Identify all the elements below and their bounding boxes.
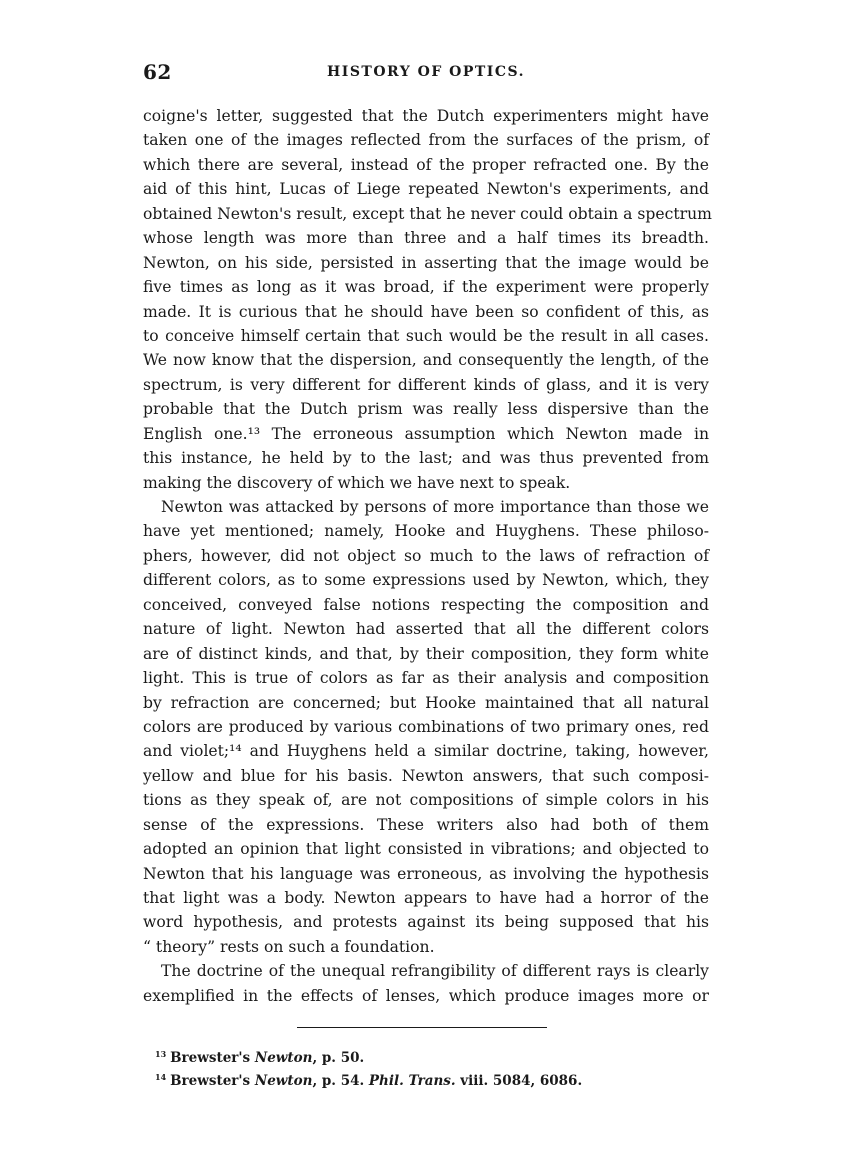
text-line: exemplified in the effects of lenses, which produce images more or — [143, 986, 709, 1005]
footnotes — [155, 1043, 715, 1089]
text-line: The doctrine of the unequal refrangibility of different rays is clearly — [161, 962, 709, 981]
text-line: word hypothesis, and protests against its being supposed that his — [143, 913, 709, 932]
text-line: Newton, on his side, persisted in asserting that the image would be — [143, 253, 709, 272]
footnote-italic: Newton — [254, 1050, 313, 1066]
text-line: colors are produced by various combinations of two primary ones, red — [143, 717, 709, 736]
running-title: HISTORY OF OPTICS. — [327, 64, 525, 80]
text-line: conceived, conveyed false notions respecting the composition and — [143, 595, 709, 614]
text-line: probable that the Dutch prism was really less dispersive than the — [143, 400, 709, 419]
text-line: made. It is curious that he should have been so confident of this, as — [143, 302, 709, 321]
footnote-italic: Phil. Trans. — [368, 1073, 456, 1089]
text-line: and violet;¹⁴ and Huyghens held a similar doctrine, taking, however, — [143, 742, 709, 761]
footnote-text: Brewster's — [170, 1050, 255, 1066]
text-line: obtained Newton's result, except that he never could obtain a spectrum — [143, 204, 712, 223]
text-line: tions as they speak of, are not compositions of simple colors in his — [143, 791, 709, 810]
text-line: have yet mentioned; namely, Hooke and Huyghens. These philoso- — [143, 522, 709, 541]
footnote-italic: Newton — [254, 1073, 313, 1089]
footnote-text: , p. 54. — [312, 1073, 369, 1089]
footnote-text: , p. 50. — [312, 1050, 365, 1066]
page-number: 62 — [143, 60, 172, 84]
text-line: are of distinct kinds, and that, by their composition, they form white — [143, 644, 709, 663]
footnote — [155, 1066, 715, 1089]
text-line: taken one of the images reflected from the surfaces of the prism, of — [143, 131, 709, 150]
text-line: this instance, he held by to the last; and was thus prevented from — [143, 449, 709, 468]
text-line: to conceive himself certain that such would be the result in all cases. — [143, 326, 709, 345]
footnote-text: viii. 5084, 6086. — [455, 1073, 583, 1089]
text-line: making the discovery of which we have next to speak. — [143, 473, 571, 492]
text-line: We now know that the dispersion, and consequently the length, of the — [143, 351, 709, 370]
text-line: “ theory” rests on such a foundation. — [143, 937, 435, 956]
text-line: yellow and blue for his basis. Newton answers, that such composi- — [143, 766, 709, 785]
text-line: Newton that his language was erroneous, as involving the hypothesis — [143, 864, 709, 883]
text-line: aid of this hint, Lucas of Liege repeated Newton's experiments, and — [143, 180, 709, 199]
text-line: different colors, as to some expressions used by Newton, which, they — [143, 571, 709, 590]
text-line: by refraction are concerned; but Hooke maintained that all natural — [143, 693, 709, 712]
text-line: light. This is true of colors as far as their analysis and composition — [143, 669, 709, 688]
body-text — [143, 104, 712, 1008]
text-line: five times as long as it was broad, if the experiment were properly — [143, 278, 709, 297]
footnote-marker: 14 — [155, 1072, 167, 1082]
footnote — [155, 1043, 715, 1066]
footnote-text: Brewster's — [170, 1073, 255, 1089]
text-line: that light was a body. Newton appears to have had a horror of the — [143, 889, 709, 907]
text-line: phers, however, did not object so much to the laws of refraction of — [143, 546, 709, 565]
footnote-marker: 13 — [155, 1049, 167, 1059]
text-line: coigne's letter, suggested that the Dutch experimenters might have — [143, 107, 709, 125]
text-line: which there are several, instead of the proper refracted one. By the — [143, 155, 709, 174]
text-line: English one.¹³ The erroneous assumption which Newton made in — [143, 424, 709, 443]
text-line: nature of light. Newton had asserted that all the different colors — [143, 620, 709, 639]
text-line: Newton was attacked by persons of more importance than those we — [161, 498, 709, 516]
text-line: whose length was more than three and a half times its breadth. — [143, 229, 709, 248]
text-line: sense of the expressions. These writers also had both of them — [143, 815, 709, 834]
running-head — [143, 60, 709, 86]
text-line: spectrum, is very different for different kinds of glass, and it is very — [143, 375, 709, 394]
text-line: adopted an opinion that light consisted in vibrations; and objected to — [143, 840, 709, 859]
footnote-divider — [297, 1027, 547, 1028]
